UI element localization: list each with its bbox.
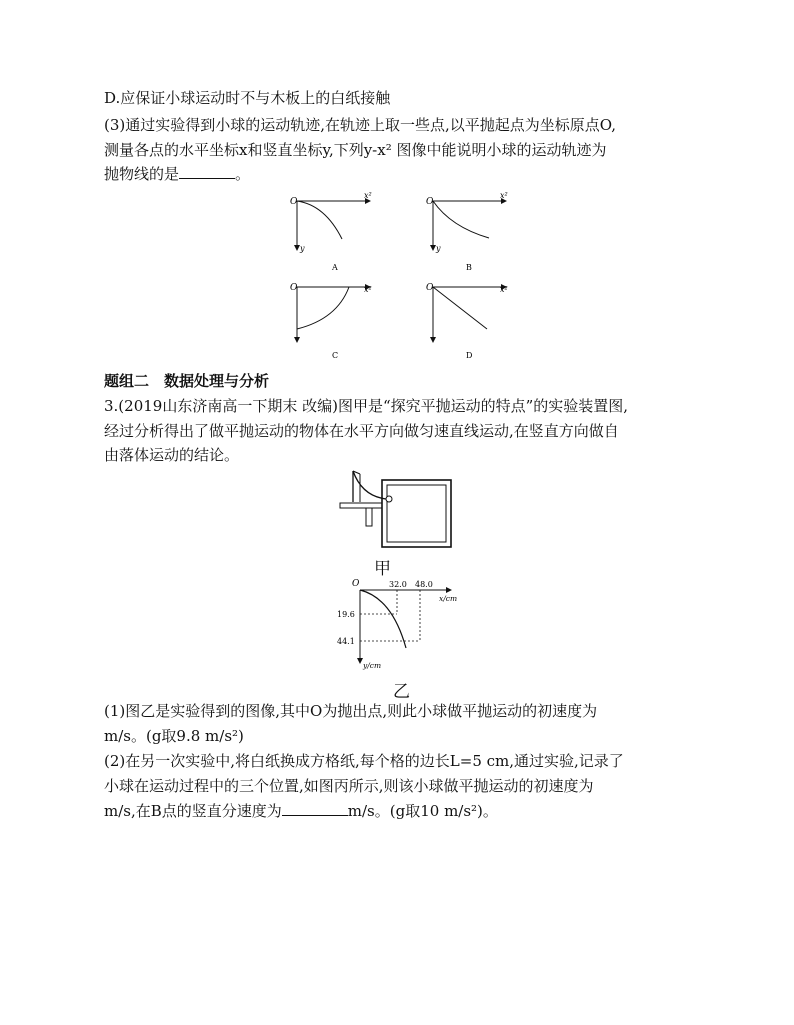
vertical-velocity-blank[interactable] (282, 801, 348, 816)
apparatus-figure (336, 466, 466, 561)
graph-c-origin: O (290, 283, 298, 293)
part2-line1: (2)在另一次实验中,将白纸换成方格纸,每个格的边长L=5 cm,通过实验,记录了 (104, 752, 624, 770)
graph-d-caption: D (466, 351, 473, 360)
graph-b-xlabel: x² (500, 191, 508, 200)
graph-a-ylabel: y (300, 244, 305, 253)
part2-ending: m/s。(g取10 m/s²)。 (347, 802, 498, 820)
period: 。 (235, 165, 251, 183)
graph-d (421, 279, 521, 361)
question-3-line1: 3.(2019山东济南高一下期末 改编)图甲是“探究平抛运动的特点”的实验装置图, (104, 397, 629, 415)
graph-c-xlabel: x² (364, 285, 372, 294)
graph-d-origin: O (426, 283, 434, 293)
graph-a-caption: A (332, 263, 338, 272)
question-3-part3-line3 (104, 164, 250, 184)
graph-b (421, 191, 521, 272)
figure-yi-caption: 乙 (393, 682, 410, 702)
answer-prompt: 抛物线的是 (104, 165, 180, 183)
question-3-line3: 由落体运动的结论。 (104, 446, 240, 464)
trajectory-graph (330, 576, 470, 676)
part2-line3 (104, 801, 498, 821)
graph-b-origin: O (426, 197, 434, 207)
section-heading: 题组二 数据处理与分析 (104, 372, 270, 390)
part1-line1: (1)图乙是实验得到的图像,其中O为抛出点,则此小球做平抛运动的初速度为 (104, 702, 598, 720)
graph-d-xlabel: x² (500, 285, 508, 294)
y-axis-unit: y/cm (363, 661, 382, 670)
figure-yi-origin: O (352, 579, 360, 589)
graph-a-origin: O (290, 197, 298, 207)
figure-jia-caption: 甲 (374, 559, 391, 579)
graph-a (285, 191, 385, 272)
graph-a-xlabel: x² (364, 191, 372, 200)
graph-b-ylabel: y (436, 244, 441, 253)
part2-line2: 小球在运动过程中的三个位置,如图丙所示,则该小球做平抛运动的初速度为 (104, 777, 594, 795)
x-tick-48: 48.0 (415, 580, 433, 589)
x-tick-32: 32.0 (389, 580, 407, 589)
question-3-part3-line1: (3)通过实验得到小球的运动轨迹,在轨迹上取一些点,以平抛起点为坐标原点O, (104, 116, 616, 134)
graph-c (285, 279, 385, 361)
part2-velocity-unit: m/s,在B点的竖直分速度为 (104, 802, 282, 820)
y-tick-44-1: 44.1 (337, 637, 355, 646)
part1-line2: m/s。(g取9.8 m/s²) (104, 727, 244, 745)
y-tick-19-6: 19.6 (337, 610, 355, 619)
graph-c-caption: C (332, 351, 339, 360)
question-3-line2: 经过分析得出了做平抛运动的物体在水平方向做匀速直线运动,在竖直方向做自 (104, 422, 619, 440)
question-3-part3-line2: 测量各点的水平坐标x和竖直坐标y,下列y-x² 图像中能说明小球的运动轨迹为 (104, 141, 607, 159)
answer-blank[interactable] (179, 164, 235, 179)
graph-b-caption: B (466, 263, 472, 272)
x-axis-unit: x/cm (439, 594, 458, 603)
option-d: D.应保证小球运动时不与木板上的白纸接触 (104, 89, 391, 107)
